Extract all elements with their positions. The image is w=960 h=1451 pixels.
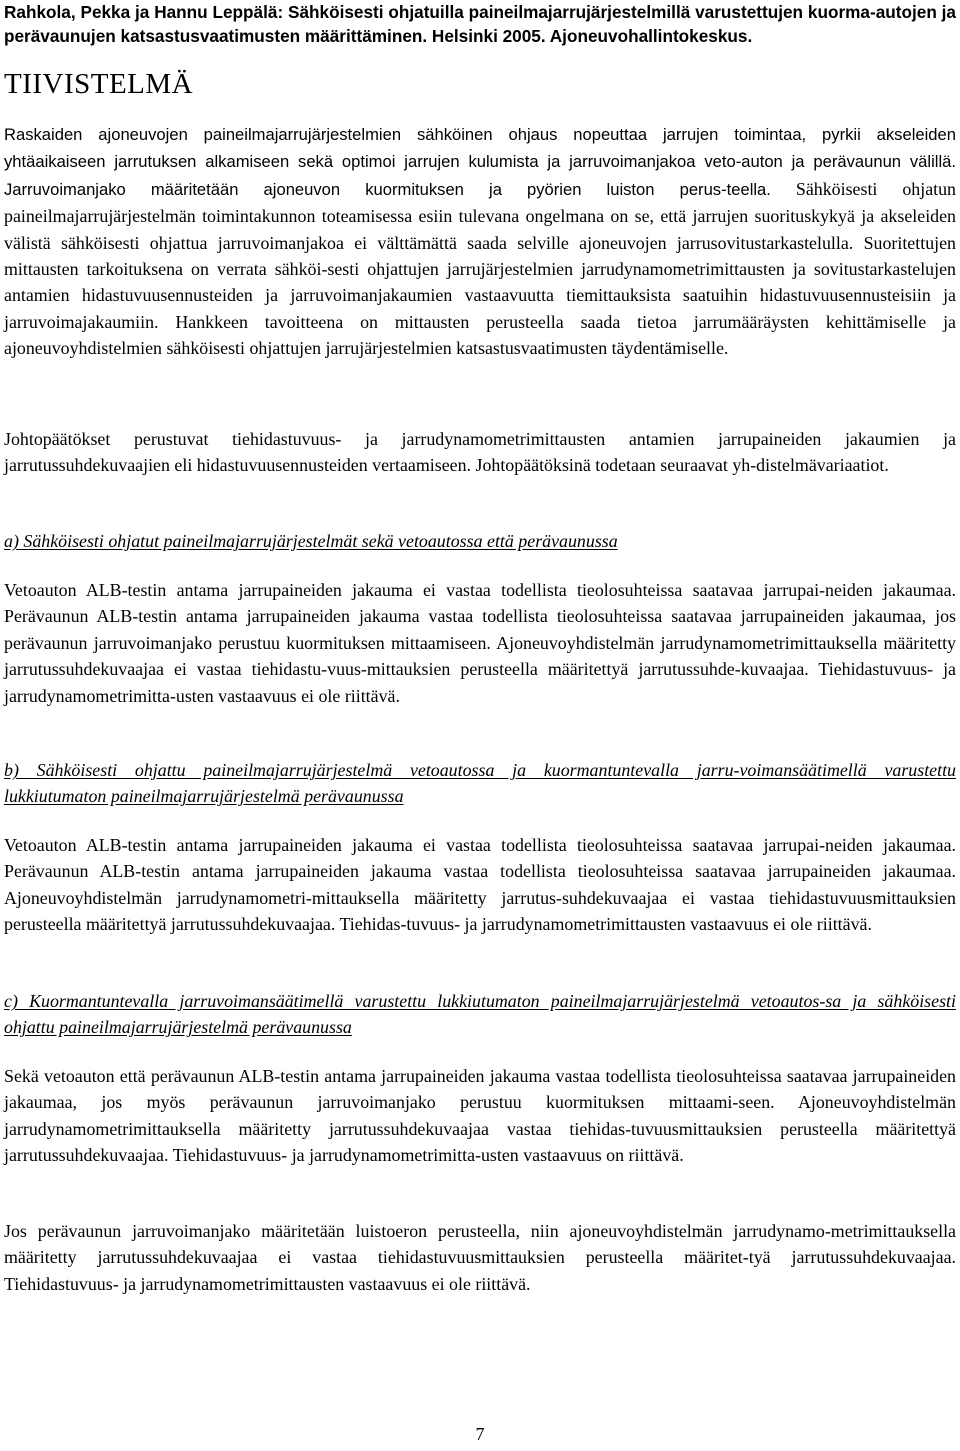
abstract-lead-text: Raskaiden ajoneuvojen paineilmajarrujärjestelmien sähköinen ohjaus nopeuttaa jarrujen toimintaa, pyrkii akseleiden yhtäaikaiseen jarrutuksen alkamiseen sekä optimoi jarrujen kulumista ja jarruvoimanjakoa veto-auton ja perävaunun välillä. Jarruvoimanjako määritetään ajoneuvon kuormituksen ja pyörien luiston perus-teella. <box>4 125 956 199</box>
case-b-text: Vetoauton ALB-testin antama jarrupaineiden jakauma ei vastaa todellista tieolosuhteissa saatavaa jarrupai-neiden jakaumaa. Perävaunun ALB-testin antama jarrupaineiden jakauma vastaa todellista tieolosuhteissa saatavaa jarrupaineiden jakaumaa. Ajoneuvoyhdistelmän jarrudynamometri-mittauksella määritetty jarrutus-suhdekuvaajaa ei vastaa tiehidastuvuusmittauksien perusteella määritettyä jarrutussuhdekuvaajaa. Tiehidas-tuvuus- ja jarrudynamometrimittausten vastaavuus ei ole riittävä. <box>4 835 956 935</box>
page-number: 7 <box>475 1424 485 1444</box>
case-b-heading: b) Sähköisesti ohjattu paineilmajarrujärjestelmä vetoautossa ja kuormantuntevalla jarru-voimansäätimellä varustettu lukkiutumaton paineilmajarrujärjestelmä perävaunussa <box>4 760 956 807</box>
case-c-text: Sekä vetoauton että perävaunun ALB-testin antama jarrupaineiden jakauma vastaa todellista tieolosuhteissa saatavaa jarrupaineiden jakaumaa, jos myös perävaunun jarruvoimanjako perustuu kuormituksen mittaami-seen. Ajoneuvoyhdistelmän jarrudynamometrimittauksella määritetty jarrutussuhdekuvaajaa vastaa tiehidas-tuvuusmittauksien perusteella määritettyä jarrutussuhdekuvaajaa. Tiehidastuvuus- ja jarrudynamometrimitta-usten vastaavuus on riittävä. <box>4 1066 956 1166</box>
case-a-text: Vetoauton ALB-testin antama jarrupaineiden jakauma ei vastaa todellista tieolosuhteissa saatavaa jarrupai-neiden jakaumaa. Perävaunun ALB-testin antama jarrupaineiden jakauma vastaa todellista tieolosuhteissa saatavaa jarrupaineiden jakaumaa, jos perävaunun jarruvoimanjako perustuu kuormituksen mittaamiseen. Ajoneuvoyhdistelmän jarrudynamometrimittauksella määritetty jarrutussuhdekuvaajaa ei vastaa tiehidastu-vuus-mittauksien perusteella määritettyä jarrutussuhde-kuvaajaa. Tiehidastuvuus- ja jarrudynamometrimitta-usten vastaavuus ei ole riittävä. <box>4 580 956 706</box>
case-c-heading: c) Kuormantuntevalla jarruvoimansäätimellä varustettu lukkiutumaton paineilmajarrujärjestelmä vetoautos-sa ja sähköisesti ohjattu paineilmajarrujärjestelmä perävaunussa <box>4 991 956 1038</box>
conclusions-intro: Johtopäätökset perustuvat tiehidastuvuus- ja jarrudynamometrimittausten antamien jarrupaineiden jakaumien ja jarrutussuhdekuvaajien eli hidastuvuusennusteiden vertaamiseen. Johtopäätöksinä todetaan seuraavat yh-distelmävariaatiot. <box>4 429 956 476</box>
final-paragraph: Jos perävaunun jarruvoimanjako määritetään luistoeron perusteella, niin ajoneuvoyhdistelmän jarrudynamo-metrimittauksella määritetty jarrutussuhdekuvaajaa ei vastaa tiehidastuvuusmittauksien perusteella määritet-tyä jarrutussuhdekuvaajaa. Tiehidastuvuus- ja jarrudynamometrimittausten vastaavuus ei ole riittävä. <box>4 1221 956 1294</box>
abstract-body-text: Sähköisesti ohjatun paineilmajarrujärjestelmän toimintakunnon toteamisessa esiin tulevana ongelmana on se, että jarrujen suorituskykyä ja akseleiden välistä sähköisesti ohjattua jarruvoimanjakoa ei välttämättä saada selville ajoneuvojen jarrusovitustarkastelulla. Suoritettujen mittausten tarkoituksena on verrata sähköi-sesti ohjattujen jarrujärjestelmien jarrudynamometrimittausten ja sovitustarkastelujen antamien hidastuvuusennusteiden ja jarruvoimanjakaumien vastaavuutta tiemittauksista saatuihin hidastuvuusennusteisiin ja jarruvoimajakaumiin. Hankkeen tavoitteena on mittausten perusteella saada tietoa jarrumääräysten kehittämiselle ja ajoneuvoyhdistelmien sähköisesti ohjattujen jarrujärjestelmien katsastusvaatimusten täydentämiselle. <box>4 178 956 359</box>
page-title: TIIVISTELMÄ <box>4 68 194 100</box>
case-a-heading: a) Sähköisesti ohjatut paineilmajarrujärjestelmät sekä vetoautossa että perävaunussa <box>4 531 618 551</box>
abstract-paragraph <box>4 121 956 362</box>
citation: Rahkola, Pekka ja Hannu Leppälä: Sähköisesti ohjatuilla paineilmajarrujärjestelmillä varustettujen kuorma-autojen ja perävaunujen katsastusvaatimusten määrittäminen. Helsinki 2005. Ajoneuvohallintokeskus. <box>4 2 956 46</box>
